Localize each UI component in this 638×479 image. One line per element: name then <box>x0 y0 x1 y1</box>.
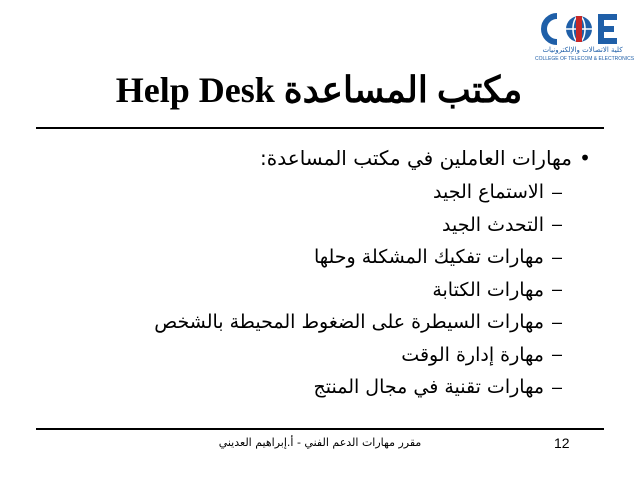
sub-bullet-list <box>38 176 598 404</box>
logo-arabic-name: كلية الاتصالات والإلكترونيات <box>542 46 623 54</box>
dash-icon: – <box>551 279 562 300</box>
list-item-text: الاستماع الجيد <box>433 181 544 204</box>
main-bullet <box>38 140 598 176</box>
list-item <box>38 339 598 372</box>
list-item <box>38 274 598 307</box>
list-item-text: مهارات السيطرة على الضغوط المحيطة بالشخص <box>154 311 544 334</box>
dash-icon: – <box>551 246 562 267</box>
title-divider <box>36 127 604 129</box>
footer-text: مقرر مهارات الدعم الفني - أ.إبراهيم العديني <box>218 436 422 449</box>
bullet-icon: • <box>579 146 591 170</box>
list-item <box>38 241 598 274</box>
list-item-text: مهارات تقنية في مجال المنتج <box>313 376 544 399</box>
dash-icon: – <box>551 181 562 202</box>
dash-icon: – <box>551 344 562 365</box>
slide-content <box>38 140 598 404</box>
footer-divider <box>36 428 604 430</box>
list-item-text: مهارات تفكيك المشكلة وحلها <box>313 246 544 269</box>
dash-icon: – <box>551 311 562 332</box>
list-item-text: التحدث الجيد <box>441 213 544 236</box>
main-bullet-text: مهارات العاملين في مكتب المساعدة: <box>260 146 572 170</box>
list-item-text: مهارة إدارة الوقت <box>401 343 544 366</box>
dash-icon: – <box>551 376 562 397</box>
logo-english-name: COLLEGE OF TELECOM & ELECTRONICS <box>535 56 635 62</box>
page-number: 12 <box>554 435 570 451</box>
slide-title: Help Desk مكتب المساعدة <box>115 70 523 110</box>
list-item <box>38 306 598 339</box>
college-logo <box>535 10 635 66</box>
list-item-text: مهارات الكتابة <box>432 278 544 301</box>
dash-icon: – <box>551 214 562 235</box>
list-item <box>38 209 598 242</box>
list-item <box>38 371 598 404</box>
list-item <box>38 176 598 209</box>
